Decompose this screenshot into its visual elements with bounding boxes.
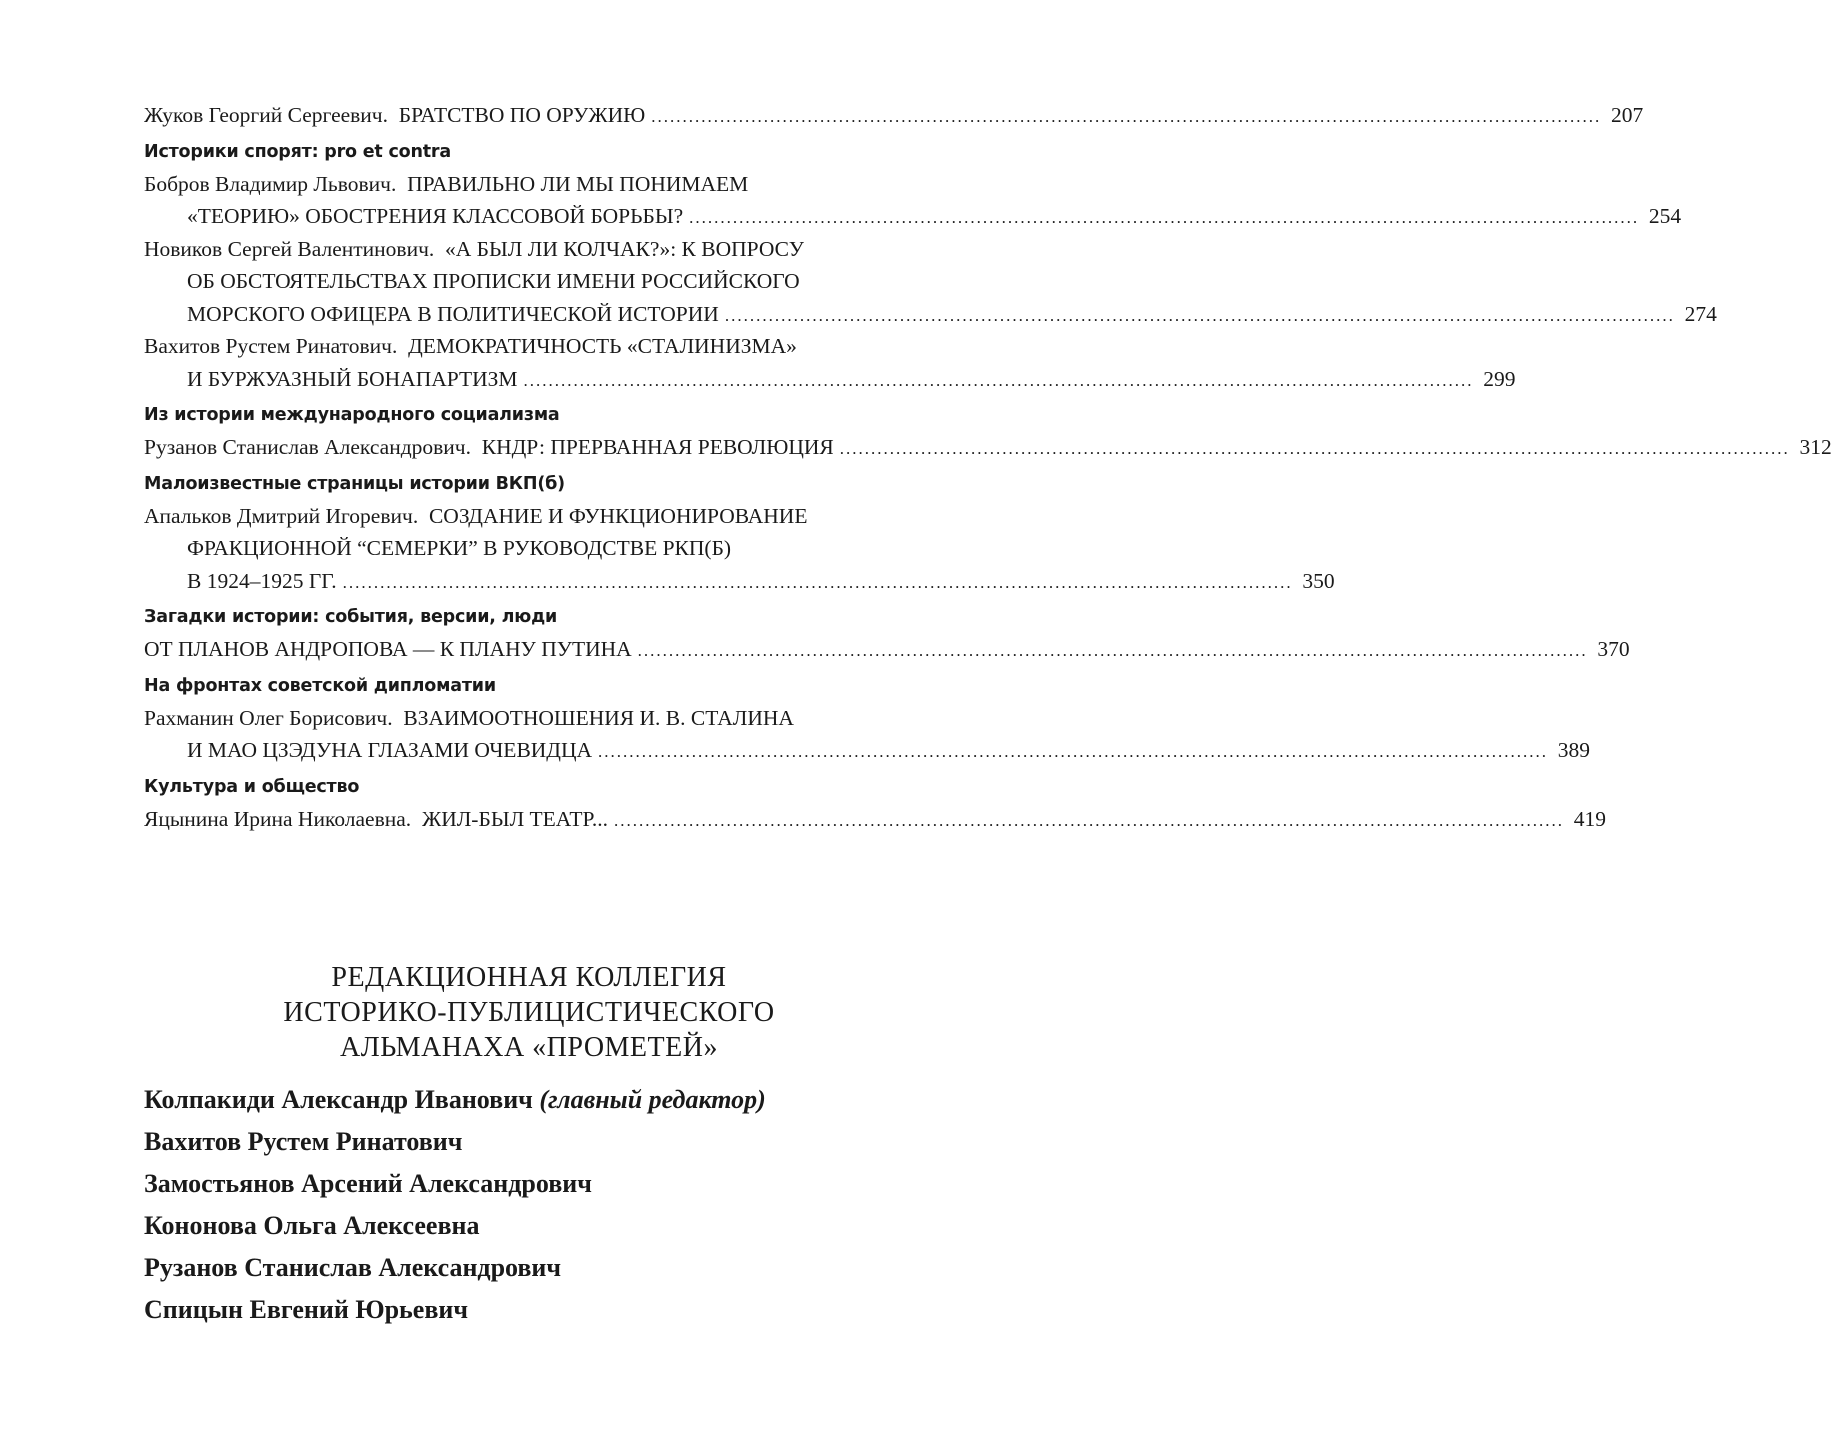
entry-title: БРАТСТВО ПО ОРУЖИЮ: [398, 103, 646, 127]
entry-title: ПРАВИЛЬНО ЛИ МЫ ПОНИМАЕМ: [407, 171, 749, 196]
board-title-line: РЕДАКЦИОННАЯ КОЛЛЕГИЯ: [331, 962, 727, 993]
entry-title: СОЗДАНИЕ И ФУНКЦИОНИРОВАНИЕ: [428, 503, 808, 528]
page-number: 207: [1611, 103, 1644, 127]
entry-title-continued: И МАО ЦЗЭДУНА ГЛАЗАМИ ОЧЕВИДЦА: [187, 738, 593, 762]
toc-line: [144, 633, 1630, 666]
page-number: 389: [1557, 738, 1591, 762]
dot-leader: ........................................................................................................................................................: [689, 208, 1640, 227]
entry-title: ОТ ПЛАНОВ АНДРОПОВА — К ПЛАНУ ПУТИНА: [144, 637, 632, 661]
toc-entry: [144, 330, 1516, 395]
entry-author: Яцынина Ирина Николаевна.: [144, 806, 412, 831]
entry-title-continued: И БУРЖУАЗНЫЙ БОНАПАРТИЗМ: [187, 366, 518, 391]
section-heading: Историки спорят: pro et contra: [144, 141, 451, 162]
section-heading: Культура и общество: [144, 776, 360, 797]
entry-title: ВЗАИМООТНОШЕНИЯ И. В. СТАЛИНА: [403, 705, 794, 730]
editorial-board-title: [0, 960, 1000, 1065]
toc-entry: [144, 168, 1682, 233]
board-member: Спицын Евгений Юрьевич: [144, 1295, 469, 1324]
page-number: 370: [1597, 637, 1630, 661]
page-number: 299: [1483, 366, 1516, 391]
board-member: Вахитов Рустем Ринатович: [144, 1127, 463, 1156]
toc-line: [144, 200, 1682, 233]
section-heading: На фронтах советской дипломатии: [144, 675, 496, 696]
page-number: 274: [1684, 301, 1717, 326]
entry-author: Рузанов Станислав Александрович.: [144, 435, 471, 459]
board-member: Замостьянов Арсений Александрович: [144, 1169, 592, 1198]
section-heading: Из истории международного социализма: [144, 405, 560, 425]
entry-author: Новиков Сергей Валентинович.: [144, 236, 435, 261]
toc-line: [144, 363, 1516, 396]
toc-line: [144, 500, 910, 533]
entry-title-continued: В 1924–1925 ГГ.: [187, 568, 337, 593]
entry-title: КНДР: ПРЕРВАННАЯ РЕВОЛЮЦИЯ: [481, 435, 834, 459]
board-title-line: АЛЬМАНАХА «ПРОМЕТЕЙ»: [340, 1032, 718, 1063]
toc-entry: [144, 431, 1832, 464]
entry-author: Бобров Владимир Львович.: [144, 171, 397, 196]
dot-leader: ........................................................................................................................................................: [613, 810, 1564, 830]
dot-leader: ........................................................................................................................................................: [651, 107, 1602, 126]
entry-title-continued: МОРСКОГО ОФИЦЕРА В ПОЛИТИЧЕСКОЙ ИСТОРИИ: [187, 301, 719, 326]
page-number: 312: [1799, 435, 1832, 459]
toc-entry: [144, 500, 1335, 598]
dot-leader: ........................................................................................................................................................: [724, 305, 1675, 325]
entry-title: ЖИЛ-БЫЛ ТЕАТР...: [421, 806, 608, 831]
entry-title-continued: ФРАКЦИОННОЙ “СЕМЕРКИ” В РУКОВОДСТВЕ РКП(Б): [187, 536, 732, 560]
page-number: 419: [1573, 806, 1606, 831]
entry-author: Апальков Дмитрий Игоревич.: [144, 503, 419, 528]
dot-leader: ........................................................................................................................................................: [839, 439, 1790, 458]
entry-title-continued: «ТЕОРИЮ» ОБОСТРЕНИЯ КЛАССОВОЙ БОРЬБЫ?: [187, 204, 684, 228]
table-of-contents: [144, 99, 1832, 835]
member-role: (главный редактор): [539, 1085, 766, 1114]
toc-line: [144, 803, 1606, 836]
board-member: [144, 1079, 924, 1121]
page-number: 254: [1648, 204, 1682, 228]
entry-author: Жуков Георгий Сергеевич.: [144, 103, 388, 127]
toc-line: [144, 298, 1717, 331]
toc-entry: [144, 633, 1630, 666]
toc-entry: [144, 803, 1606, 836]
toc-entry: [144, 99, 1644, 132]
toc-line: [144, 532, 910, 565]
toc-entry: [144, 233, 1717, 331]
toc-line: [144, 734, 1591, 767]
board-member: Рузанов Станислав Александрович: [144, 1253, 562, 1282]
section-heading: Загадки истории: события, версии, люди: [144, 607, 558, 627]
toc-line: [144, 565, 1335, 598]
page-number: 350: [1302, 568, 1335, 593]
dot-leader: ........................................................................................................................................................: [342, 572, 1293, 592]
toc-line: [144, 168, 910, 201]
entry-title-continued: ОБ ОБСТОЯТЕЛЬСТВАХ ПРОПИСКИ ИМЕНИ РОССИЙСКОГО: [187, 269, 800, 293]
entry-title: ДЕМОКРАТИЧНОСТЬ «СТАЛИНИЗМА»: [408, 334, 797, 358]
entry-author: Рахманин Олег Борисович.: [144, 705, 393, 730]
board-members-list: [144, 1079, 924, 1331]
toc-line: [144, 431, 1832, 464]
section-heading: Малоизвестные страницы истории ВКП(б): [144, 473, 565, 494]
entry-author: Вахитов Рустем Ринатович.: [144, 334, 398, 358]
member-name: Колпакиди Александр Иванович: [144, 1085, 533, 1114]
board-member: Кононова Ольга Алексеевна: [144, 1211, 480, 1240]
toc-entry: [144, 702, 1591, 767]
toc-line: [144, 99, 1644, 132]
dot-leader: ........................................................................................................................................................: [598, 742, 1549, 761]
toc-line: [144, 265, 910, 298]
entry-title: «А БЫЛ ЛИ КОЛЧАК?»: К ВОПРОСУ: [445, 236, 804, 261]
board-title-line: ИСТОРИКО-ПУБЛИЦИСТИЧЕСКОГО: [283, 997, 775, 1028]
dot-leader: ........................................................................................................................................................: [637, 641, 1588, 660]
toc-line: [144, 702, 910, 735]
dot-leader: ........................................................................................................................................................: [523, 370, 1474, 390]
editorial-board: [0, 960, 1000, 1324]
toc-line: [144, 330, 910, 363]
toc-line: [144, 233, 910, 266]
